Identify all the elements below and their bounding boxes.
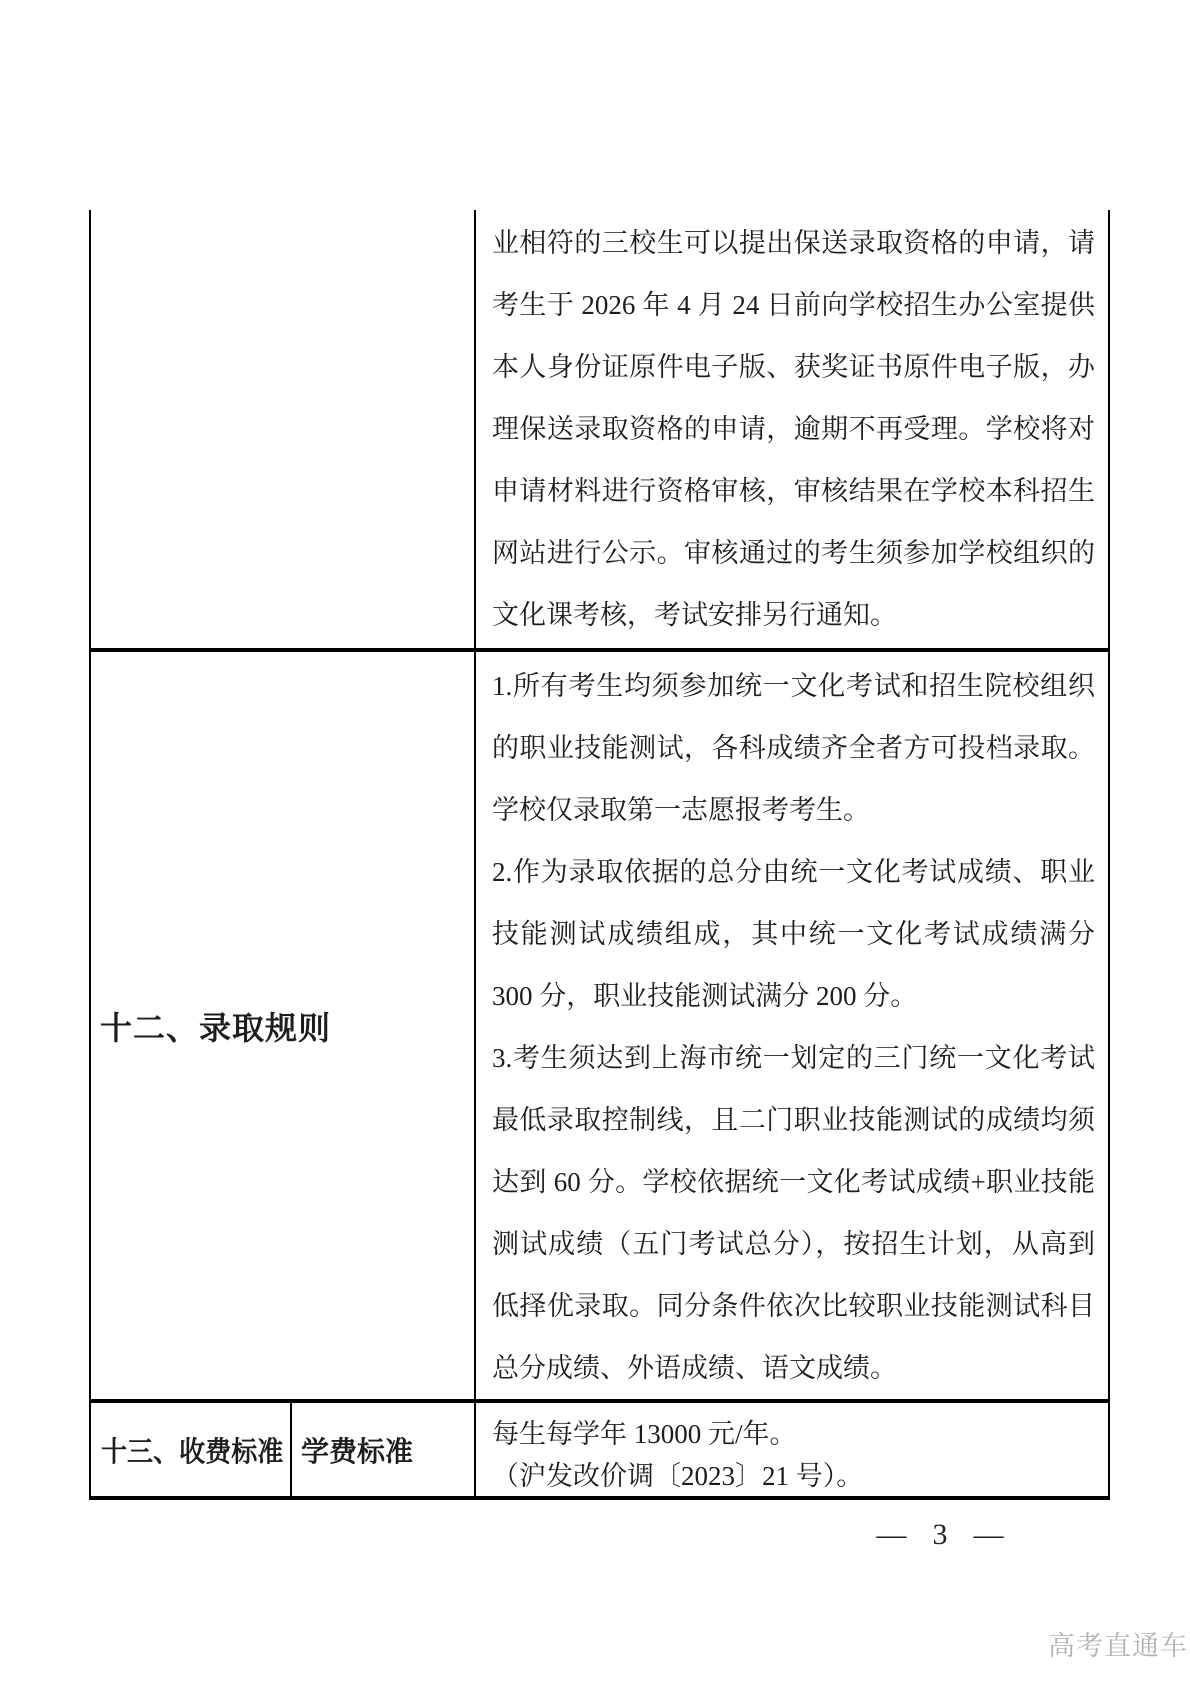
text-line: 的职业技能测试，各科成绩齐全者方可投档录取。	[492, 733, 1095, 763]
row-label-enrollment-rules: 十二、录取规则	[100, 1009, 332, 1046]
page-number-dash-left: —	[876, 1518, 907, 1551]
text-line: 文化课考核，考试安排另行通知。	[492, 600, 897, 630]
text-line: 2.作为录取依据的总分由统一文化考试成绩、职业	[492, 857, 1095, 887]
text-line: 测试成绩（五门考试总分），按招生计划，从高到	[492, 1229, 1095, 1259]
text-line: 考生于 2026 年 4 月 24 日前向学校招生办公室提供	[492, 290, 1095, 320]
text-line: 本人身份证原件电子版、获奖证书原件电子版，办	[492, 352, 1095, 382]
text-line: 总分成绩、外语成绩、语文成绩。	[492, 1353, 897, 1383]
text-line: （沪发改价调〔2023〕21 号）。	[492, 1461, 864, 1491]
continuation-text-cell	[474, 210, 1108, 648]
text-line: 业相符的三校生可以提出保送录取资格的申请，请	[492, 228, 1095, 258]
text-line: 技能测试成绩组成，其中统一文化考试成绩满分	[492, 919, 1095, 949]
table-row-fees	[89, 1403, 1110, 1496]
page-number-dash-right: —	[973, 1518, 1004, 1551]
text-line: 网站进行公示。审核通过的考生须参加学校组织的	[492, 538, 1095, 568]
fee-type-label: 学费标准	[290, 1403, 474, 1496]
fees-text-cell	[474, 1403, 1108, 1496]
admissions-table	[89, 210, 1110, 1500]
text-line: 达到 60 分。学校依据统一文化考试成绩+职业技能	[492, 1167, 1095, 1197]
table-row-enrollment-rules	[89, 652, 1110, 1399]
text-line: 最低录取控制线，且二门职业技能测试的成绩均须	[492, 1105, 1095, 1135]
text-line: 申请材料进行资格审核，审核结果在学校本科招生	[492, 476, 1095, 506]
table-row-continuation	[89, 210, 1110, 648]
row-label-empty	[91, 210, 474, 648]
enrollment-rules-text-cell	[474, 652, 1108, 1399]
text-line: 1.所有考生均须参加统一文化考试和招生院校组织	[492, 671, 1095, 701]
text-line: 3.考生须达到上海市统一划定的三门统一文化考试	[492, 1043, 1095, 1073]
watermark: 高考直通车	[1048, 1631, 1188, 1661]
row-label-fees	[91, 1403, 290, 1496]
page-number-value: 3	[932, 1518, 948, 1551]
page-number	[845, 1518, 1035, 1552]
text-line: 低择优录取。同分条件依次比较职业技能测试科目	[492, 1291, 1095, 1321]
text-line: 300 分，职业技能测试满分 200 分。	[492, 981, 918, 1011]
row-label-fees-text: 十三、收费标准	[101, 1436, 284, 1468]
text-line: 理保送录取资格的申请，逾期不再受理。学校将对	[492, 414, 1095, 444]
text-line: 学校仅录取第一志愿报考考生。	[492, 795, 870, 825]
text-line: 每生每学年 13000 元/年。	[492, 1419, 797, 1449]
